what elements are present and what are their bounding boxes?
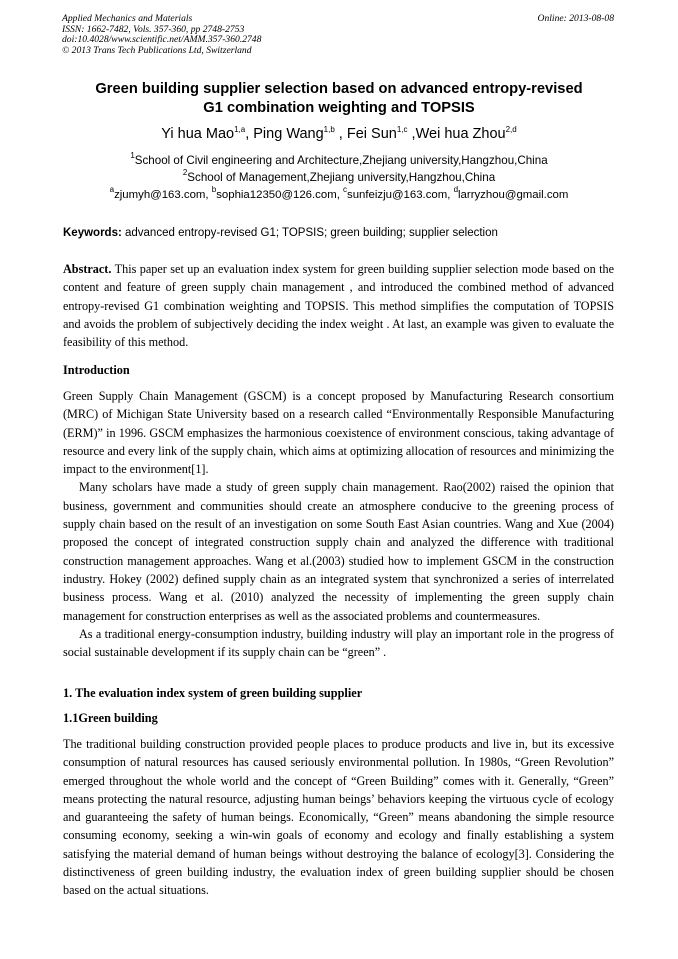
author-list: Yi hua Mao$^{1,a}$, Ping Wang$^{1,b}$ , Fei Sun$^{1,c}$ ,Wei hua Zhou$^{2,d}$ — [161, 125, 517, 142]
email-superscript: d — [453, 185, 459, 194]
section-1-heading: 1. The evaluation index system of green building supplier — [63, 686, 363, 700]
affiliation-superscript: 1 — [130, 151, 135, 160]
email-address: sophia12350@126.com, — [216, 189, 344, 201]
subsection-paragraph: The traditional building construction provided people places to produce products and live in, but its excessive consumption of natural resources has caused seriously environmental pollution. In 1980s, “Green Revolution” emerged throughout the whole world and the concept of “Green Building” comes with it. Generally, “Green” means protecting the natural resource, adjusting human beings’ behaviors keeping the virtuous cycle of ecology and guaranteeing the safety of human beings. Economically, “Green” means abandoning the simple resource consuming economy, seeking a win-win goals of economy and ecology and finally establishing a system satisfying the material demand of human beings without destroying the balance of ecology[3]. Considering the distinctiveness of green building industry, the evaluation index of green building supplier should be chosen based on the actual situations. — [63, 737, 614, 898]
author-name: Yi hua Mao — [161, 126, 235, 142]
keywords-text: advanced entropy-revised G1; TOPSIS; green building; supplier selection — [125, 227, 498, 239]
copyright-line: © 2013 Trans Tech Publications Ltd, Switzerland — [62, 44, 252, 56]
abstract-block — [63, 260, 614, 351]
email-address: sunfeizju@163.com, — [347, 189, 454, 201]
journal-header — [62, 14, 261, 56]
email-superscript: b — [211, 185, 217, 194]
author-superscript: 1,b — [323, 125, 335, 134]
keywords-line — [63, 225, 615, 241]
issn-line: ISSN: 1662-7482, Vols. 357-360, pp 2748-2753 — [62, 23, 245, 35]
subsection-1-1-body — [63, 735, 614, 900]
intro-paragraph: As a traditional energy-consumption industry, building industry will play an important role in the progress of social sustainable development if its supply chain can be “green” . — [63, 626, 614, 660]
affiliation-2 — [60, 170, 618, 186]
email-superscript: c — [343, 185, 348, 194]
introduction-heading: Introduction — [63, 363, 130, 377]
affiliation-text: School of Management,Zhejiang university,Hangzhou,China — [187, 171, 496, 184]
email-list — [60, 187, 618, 203]
intro-paragraph: Many scholars have made a study of green supply chain management. Rao(2002) raised the opinion that business, government and communities should create an atmosphere conducive to the greening process of supply chain based on the result of an investigation on some South East Asian countries. Wang and Xue (2004) proposed the concept of integrated construction supply chain and analyzed the difference with traditional construction management approaches. Wang et al.(2003) studied how to implement GSCM in the construction industry. Hokey (2002) defined supply chain as an integrated system that synchronized a series of interrelated business process. Wang et al. (2010) analyzed the necessity of implementing the green supply chain management for construction enterprises as well as the associated problems and countermeasures. — [63, 480, 614, 623]
author-superscript: 1,a — [234, 125, 246, 134]
author-name: Ping Wang — [253, 126, 324, 142]
email-superscript: a — [109, 185, 115, 194]
email-address: larryzhou@gmail.com — [458, 189, 569, 201]
journal-name: Applied Mechanics and Materials — [62, 13, 193, 24]
affiliation-superscript: 2 — [182, 168, 188, 177]
author-name: Fei Sun — [346, 126, 397, 142]
author-name: Wei hua Zhou — [415, 126, 506, 142]
intro-paragraph: Green Supply Chain Management (GSCM) is a concept proposed by Manufacturing Research consortium (MRC) of Michigan State University based on a research called “Environmentally Responsible Manufacturing (ERM)” in 1996. GSCM emphasizes the harmonious coexistence of environment conscious, taking advantage of resource and every link of the supply chain, which aims at optimizing allocation of resources and minimizing the impact to the environment[1]. — [63, 389, 614, 477]
title-line-2: G1 combination weighting and TOPSIS — [203, 99, 475, 116]
paper-title — [60, 80, 618, 117]
author-superscript: 2,d — [505, 125, 517, 134]
doi-line: doi:10.4028/www.scientific.net/AMM.357-360.2748 — [62, 34, 262, 46]
introduction-body — [63, 387, 614, 661]
affiliation-1 — [60, 153, 618, 169]
author-superscript: 1,c — [396, 125, 408, 134]
subsection-1-1-heading: 1.1Green building — [63, 711, 158, 725]
title-line-1: Green building supplier selection based on advanced entropy-revised — [95, 81, 583, 97]
abstract-label: Abstract. — [63, 262, 112, 276]
abstract-text: This paper set up an evaluation index system for green building supplier selection mode based on the content and feature of green supply chain management , and introduced the combined method of advanced entropy-revised G1 combination weighting and TOPSIS. This method simplifies the computation of TOPSIS and avoids the problem of subjectively deciding the index weight . At last, an example was given to evaluate the feasibility of this method. — [63, 262, 615, 350]
keywords-label: Keywords: — [63, 227, 122, 239]
affiliation-text: School of Civil engineering and Architecture,Zhejiang university,Hangzhou,China — [134, 154, 548, 167]
email-address: zjumyh@163.com, — [114, 189, 212, 201]
online-date: Online: 2013-08-08 — [537, 13, 614, 24]
